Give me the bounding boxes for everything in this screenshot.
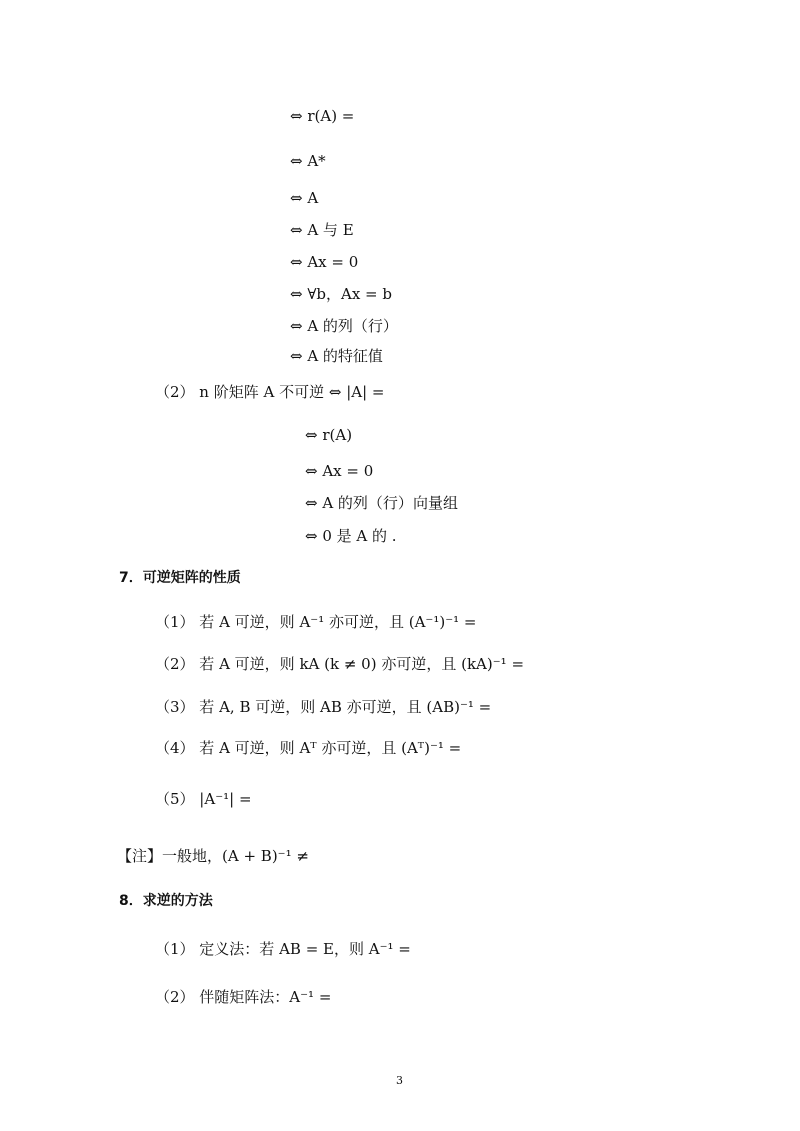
equiv-homogeneous: ⇔ Ax = 0 bbox=[290, 253, 359, 271]
property-2: （2） 若 A 可逆，则 kA (k ≠ 0) 亦可逆，且 (kA)⁻¹ = bbox=[155, 655, 525, 673]
equiv-eigenvalues: ⇔ A 的特征值 bbox=[290, 347, 383, 365]
property-1: （1） 若 A 可逆，则 A⁻¹ 亦可逆，且 (A⁻¹)⁻¹ = bbox=[155, 613, 477, 631]
singular-homogeneous: ⇔ Ax = 0 bbox=[305, 462, 374, 480]
note: 【注】一般地，(A + B)⁻¹ ≠ bbox=[117, 847, 309, 865]
property-5: （5） |A⁻¹| = bbox=[155, 790, 252, 808]
equiv-a: ⇔ A bbox=[290, 189, 319, 207]
equiv-rank: ⇔ r(A) = bbox=[290, 107, 355, 125]
equiv-adjugate: ⇔ A* bbox=[290, 152, 326, 170]
section-7-title: 7．可逆矩阵的性质 bbox=[119, 570, 241, 586]
section-8-title: 8．求逆的方法 bbox=[119, 893, 213, 909]
property-4: （4） 若 A 可逆，则 Aᵀ 亦可逆，且 (Aᵀ)⁻¹ = bbox=[155, 739, 462, 757]
singular-rank: ⇔ r(A) bbox=[305, 426, 353, 444]
property-3: （3） 若 A, B 可逆，则 AB 亦可逆，且 (AB)⁻¹ = bbox=[155, 698, 492, 716]
singular-vector-set: ⇔ A 的列（行）向量组 bbox=[305, 494, 458, 512]
equiv-a-and-e: ⇔ A 与 E bbox=[290, 221, 354, 239]
equiv-columns: ⇔ A 的列（行） bbox=[290, 317, 398, 335]
singular-zero-eigenvalue: ⇔ 0 是 A 的 . bbox=[305, 527, 397, 545]
item-2-singular: （2） n 阶矩阵 A 不可逆 ⇔ |A| = bbox=[155, 383, 385, 401]
method-adjugate: （2） 伴随矩阵法：A⁻¹ = bbox=[155, 988, 332, 1006]
equiv-forall-b: ⇔ ∀b，Ax = b bbox=[290, 285, 392, 303]
method-definition: （1） 定义法：若 AB = E，则 A⁻¹ = bbox=[155, 940, 411, 958]
page-number: 3 bbox=[396, 1074, 403, 1087]
